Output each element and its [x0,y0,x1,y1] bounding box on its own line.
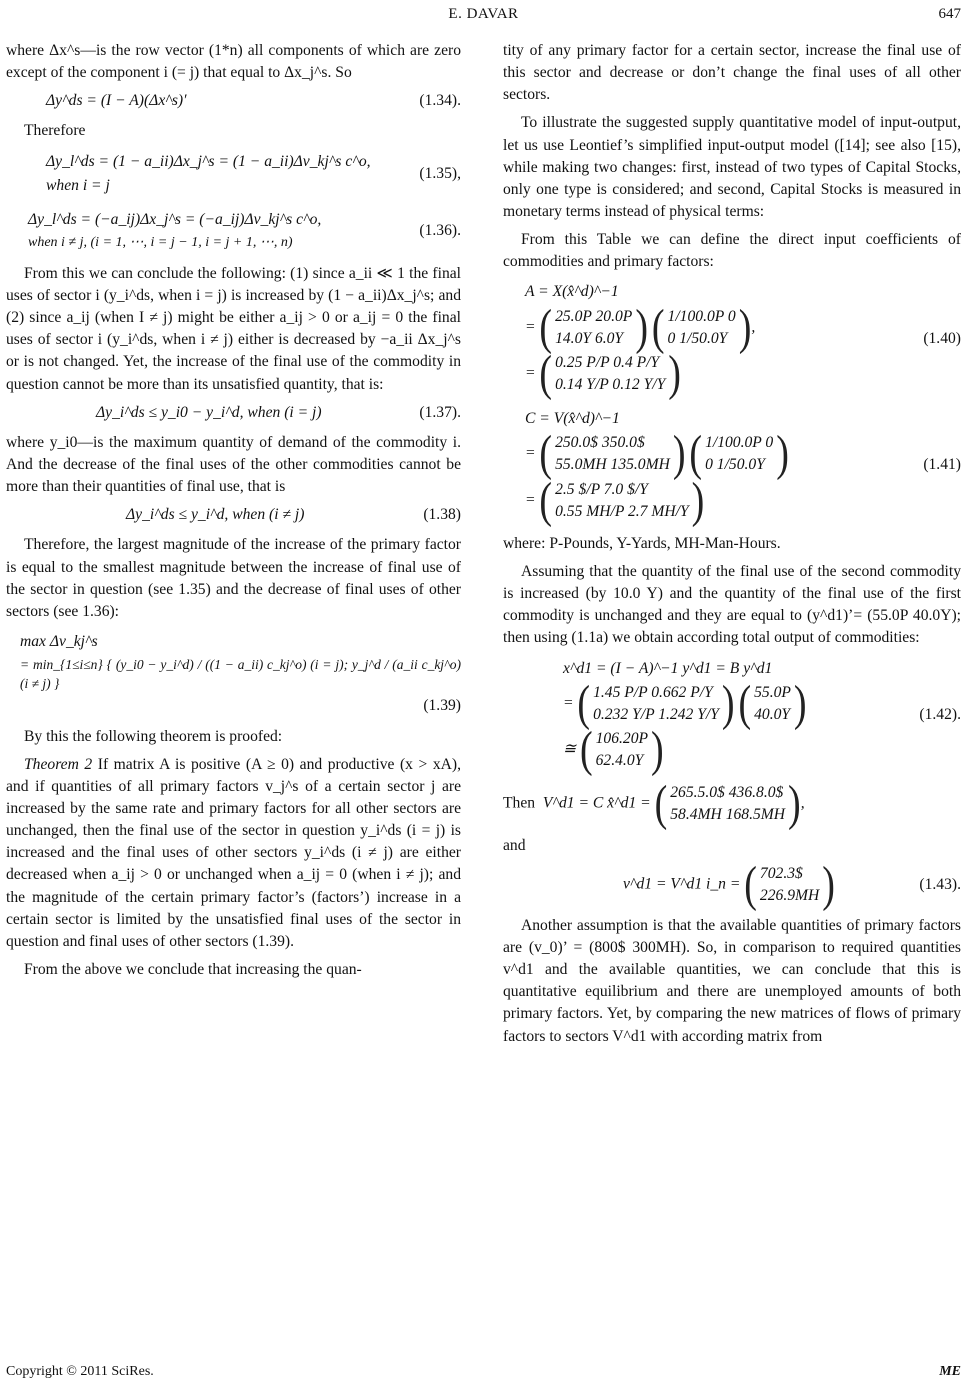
paragraph-theorem [6,754,461,953]
paragraph: where: P-Pounds, Y-Yards, MH-Man-Hours. [503,534,781,552]
then-label: Then [503,794,536,812]
right-column [503,40,961,1054]
equation-number: (1.43). [919,875,961,893]
matrix: ( 1.45 P/P 0.662 P/Y 0.232 Y/P 1.242 Y/Y ) [577,676,735,732]
matrix: ( 1/100.0P 0 0 1/50.0Y ) [651,300,752,355]
equation-1-39 [6,629,461,718]
equation-line: v^d1 = V^d1 i_n = [623,875,741,893]
equation-line: A = X(x̂^d)^−1 [525,283,619,301]
equation-line: Δy_l^ds = (1 − a_ii)Δx_j^s = (1 − a_ii)Δv_kj^s c^o, [46,152,371,170]
equation-1-38 [6,504,461,526]
theorem-text: If matrix A is positive (A ≥ 0) and productive (x > xA), and if quantities of all primary factors v_j^s of a certain sector j are increased by the same rate and primary factors for all other sectors are unchanged, then the final use of the sector in question y_i^ds (i = j) is increased and the final uses of other sectors y_i^ds (i ≠ j) are either decreased when a_ij > 0 or unchanged when a_ij = 0 (when i ≠ j); and the magnitude of the certain primary factor’s (factors’) increase in a certain sector is limited by the unsatisfied final uses of the sector in question and final uses of other sectors (1.39). [6,755,461,950]
paragraph: By this the following theorem is proofed: [24,727,283,745]
paragraph: Assuming that the quantity of the final use of the second commodity is increased (by 10.0 Y) and the quantity of the final use of the first commodity is unchanged and they are equal to (y^d1)’= (55.0P 40.0Y); then using (1.1a) we obtain according total output of commodities: [503,562,961,647]
paragraph: Therefore, the largest magnitude of the increase of the primary factor is equal to the smallest magnitude between the increase of final use of the sector in question (see 1.35) and the decrease of final uses of other sectors (see 1.36): [6,536,461,620]
equation-body: Δy_i^ds ≤ y_i^d, when (i ≠ j) [126,506,305,524]
equation-number: (1.42). [919,705,961,723]
paragraph: From this Table we can define the direct input coefficients of commodities and primary factors: [503,231,961,271]
equation-body: Δy_i^ds ≤ y_i0 − y_i^d, when (i = j) [96,403,322,421]
equation-line: C = V(x̂^d)^−1 [525,410,620,428]
paragraph: where Δx^s—is the row vector (1*n) all components of which are zero except of the component i (= j) that equal to Δx_j^s. So [6,42,461,82]
theorem-label: Theorem 2 [24,755,93,773]
paragraph: Another assumption is that the available quantities of primary factors are (v_0)’ = (800$ 300MH). So, in comparison to required quantities v^d1 and the available quantities, we can conclude that this is quantitative equilibrium and there are unemployed amounts of both primary factors. Yet, by comparing the new matrices of flows of primary factors to sectors V^d1 with according matrix from [503,916,961,1045]
matrix: ( 250.0$ 350.0$ 55.0MH 135.0MH ) [539,427,686,482]
equation-1-36 [6,207,461,255]
paragraph: From this we can conclude the following: (1) since a_ii ≪ 1 the final uses of sector i (y_i^ds, when i = j) is increased by (1 − a_ii)Δx_j^s; and (2) since a_ij (when I ≠ j) might be either a_ij > 0 or a_ij = 0 the final uses of sector i (y_i^ds, when i ≠ j) either is decreased by −a_ii Δx_j^s or is not changed. Yet, the increase of the final use of the commodity in question cannot be more than its unsatisfied quantity, that is: [6,264,461,393]
equation-1-37 [6,402,461,424]
equation-1-41: C = V(x̂^d)^−1 = ( 250.0$ 350.0$ 55.0MH 135.0MH ) ( 1/100.0P 0 0 1/50.0Y ) = ( 2.5 $/P 7.0 $/Y 0.55 MH/P 2.7 MH/Y ) (1.41) [525,410,961,528]
matrix: ( 106.20P 62.4.0Y ) [579,722,664,778]
left-column [6,40,461,987]
equation-number: (1.39) [423,697,461,715]
paragraph: Therefore [24,122,86,140]
running-header-author: E. DAVAR [448,6,519,22]
equation-line: = min_{1≤i≤n} { (y_i0 − y_i^d) / ((1 − a_ii) c_kj^o) (i = j); y_j^d / (a_ii c_kj^o) (i ≠ j) } [20,657,461,692]
equation-number: (1.34). [419,92,461,110]
equation-number: (1.36). [419,221,461,239]
paragraph: and [503,836,526,854]
paragraph: To illustrate the suggested supply quantitative model of input-output, let us use Leontief’s simplified input-output model ([14]; see also [15), while making two changes: first, instead of two types of Capital Stocks, only one type is considered; and second, Capital Stocks is measured in monetary terms instead of physical terms: [503,114,961,220]
equation-number: (1.37). [419,403,461,421]
equation-then: Then V^d1 = C x̂^d1 = ( 265.5.0$ 436.8.0$ 58.4MH 168.5MH ) , [503,777,805,832]
paragraph: where y_i0—is the maximum quantity of demand of the commodity i. And the decrease of the final uses of the other commodities cannot be more than their quantities of final use, that is [6,433,461,496]
paragraph: From the above we conclude that increasing the quan- [24,960,362,978]
equation-number: (1.40) [923,329,961,347]
equation-1-40: A = X(x̂^d)^−1 = ( 25.0P 20.0P 14.0Y 6.0Y ) ( 1/100.0P 0 0 1/50.0Y ) , = ( 0.25 P/P 0.4 P/Y 0.14 Y/P 0.12 Y/Y ) (1.40) [525,283,961,402]
equation-line: V^d1 = C x̂^d1 = [542,794,651,812]
matrix: ( 0.25 P/P 0.4 P/Y 0.14 Y/P 0.12 Y/Y ) [539,346,681,402]
matrix: ( 55.0P 40.0Y ) [738,676,807,732]
equation-line: when i ≠ j, (i = 1, ⋯, i = j − 1, i = j + 1, ⋯, n) [28,234,293,250]
matrix: ( 265.5.0$ 436.8.0$ 58.4MH 168.5MH ) [654,777,801,832]
equation-number: (1.41) [923,456,961,474]
equation-1-34 [6,90,461,112]
equation-line: max Δv_kj^s [20,632,98,650]
footer-journal: ME [939,1364,961,1380]
matrix: ( 1/100.0P 0 0 1/50.0Y ) [689,427,789,482]
equation-1-43 [503,857,961,913]
equation-line: x^d1 = (I − A)^−1 y^d1 = B y^d1 [563,659,773,677]
paragraph: tity of any primary factor for a certain sector, increase the final use of this sector and decrease or don’t change the final uses of all other sectors. [503,42,961,104]
page-number: 647 [938,6,961,22]
equation-1-42: x^d1 = (I − A)^−1 y^d1 = B y^d1 = ( 1.45 P/P 0.662 P/Y 0.232 Y/P 1.242 Y/Y ) ( 55.0P 40.0Y ) ≅ ( 106.20P 62.4.0Y ) (1.42). [563,659,961,778]
matrix: ( 25.0P 20.0P 14.0Y 6.0Y ) [539,300,648,355]
equation-line: when i = j [46,176,110,194]
equation-number: (1.38) [423,506,461,524]
footer-copyright: Copyright © 2011 SciRes. [6,1364,154,1380]
equation-1-35 [6,149,461,199]
equation-number: (1.35), [419,164,461,182]
matrix: ( 702.3$ 226.9MH ) [744,857,835,913]
equation-body: Δy^ds = (I − A)(Δx^s)′ [46,92,187,110]
matrix: ( 2.5 $/P 7.0 $/Y 0.55 MH/P 2.7 MH/Y ) [539,473,705,528]
equation-line: Δy_l^ds = (−a_ij)Δx_j^s = (−a_ij)Δv_kj^s c^o, [28,210,322,228]
